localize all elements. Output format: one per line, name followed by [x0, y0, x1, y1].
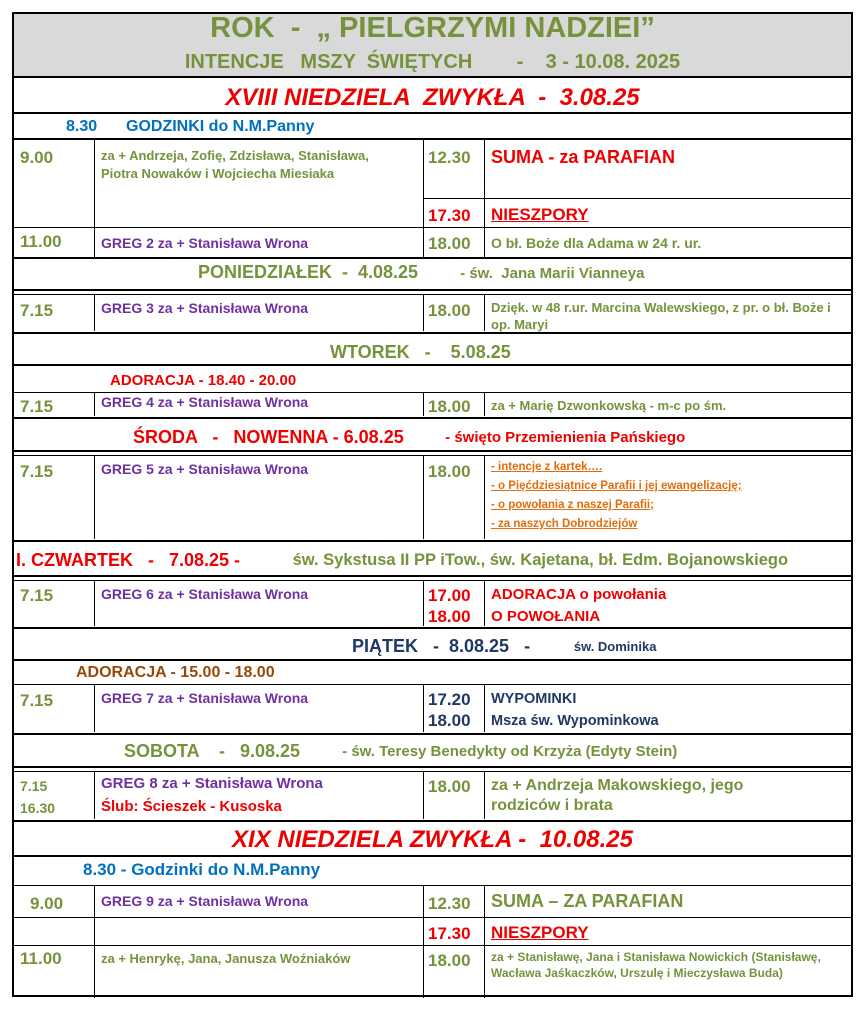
thursday-time2b: 18.00 — [428, 607, 471, 626]
monday-time: 7.15 — [20, 301, 54, 320]
thursday-time2a: 17.00 — [428, 586, 471, 605]
tuesday-time2: 18.00 — [428, 397, 471, 416]
divider — [14, 417, 851, 419]
header-title: ROK - „ PIELGRZYMI NADZIEI” — [210, 12, 655, 44]
divider — [14, 392, 851, 393]
divider — [14, 364, 851, 366]
column-divider — [484, 684, 485, 732]
wednesday-saint: - święto Przemienienia Pańskiego — [441, 429, 686, 446]
friday-text: GREG 7 za + Stanisława Wrona — [101, 690, 309, 706]
thursday-text2b: O POWOŁANIA — [491, 608, 601, 625]
divider — [14, 112, 851, 114]
divider — [14, 945, 851, 946]
divider — [423, 198, 851, 199]
divider — [14, 855, 851, 857]
wednesday-intention: - za naszych Dobrodziejów — [491, 518, 638, 530]
sunday2-r2-text2: NIESZPORY — [491, 923, 589, 942]
monday-day: PONIEDZIAŁEK - 4.08.25 — [198, 262, 419, 282]
divider — [14, 627, 851, 629]
divider — [14, 766, 851, 768]
divider — [14, 733, 851, 735]
wednesday-time: 7.15 — [20, 462, 54, 481]
saturday-saint: - św. Teresy Benedykty od Krzyża (Edyty Stein) — [338, 743, 678, 760]
divider — [14, 575, 851, 577]
sunday1-r2-time2: 17.30 — [428, 206, 471, 225]
saturday-text2: za + Andrzeja Makowskiego, jego rodziców i brata — [491, 777, 744, 814]
sunday1-godzinki-text: GODZINKI do N.M.Panny — [126, 118, 315, 135]
column-divider — [423, 392, 424, 416]
sunday1-r3-text: GREG 2 za + Stanisława Wrona — [101, 235, 309, 251]
divider — [14, 917, 851, 918]
monday-saint: - św. Jana Marii Vianneya — [456, 265, 645, 282]
divider — [14, 580, 851, 581]
friday-time: 7.15 — [20, 691, 54, 710]
sunday1-r1-time: 9.00 — [20, 148, 54, 167]
friday-adoracja: ADORACJA - 15.00 - 18.00 — [76, 664, 275, 681]
wednesday-intention: - o Pięćdziesiątnice Parafii i jej ewangelizację; — [491, 480, 742, 492]
tuesday-text: GREG 4 za + Stanisława Wrona — [101, 394, 309, 410]
sunday2-r1-time: 9.00 — [30, 894, 64, 913]
column-divider — [94, 771, 95, 819]
divider — [14, 76, 851, 78]
sunday1-title: XVIII NIEDZIELA ZWYKŁA - 3.08.25 — [225, 84, 640, 111]
sunday1-r1-time2: 12.30 — [428, 148, 471, 167]
thursday-text: GREG 6 za + Stanisława Wrona — [101, 586, 309, 602]
column-divider — [484, 885, 485, 998]
divider — [14, 257, 851, 259]
saturday-day: SOBOTA - 9.08.25 — [124, 741, 301, 761]
column-divider — [94, 294, 95, 331]
thursday-saint: św. Sykstusa II PP iTow., św. Kajetana, bł. Edm. Bojanowskiego — [288, 551, 789, 569]
monday-text2: Dzięk. w 48 r.ur. Marcina Walewskiego, z pr. o bł. Boże i op. Maryi — [491, 300, 831, 332]
column-divider — [484, 580, 485, 626]
tuesday-adoracja: ADORACJA - 18.40 - 20.00 — [110, 372, 297, 389]
friday-day: PIĄTEK - 8.08.25 - — [352, 636, 531, 656]
divider — [14, 138, 851, 140]
column-divider — [94, 684, 95, 732]
saturday-time-a: 7.15 — [20, 778, 48, 794]
friday-text2a: WYPOMINKI — [491, 691, 577, 707]
friday-time2b: 18.00 — [428, 711, 471, 730]
column-divider — [484, 392, 485, 416]
divider — [14, 294, 851, 295]
sunday1-r3-text2: O bł. Boże dla Adama w 24 r. ur. — [491, 235, 702, 251]
column-divider — [484, 455, 485, 539]
monday-time2: 18.00 — [428, 301, 471, 320]
friday-saint: św. Dominika — [563, 639, 657, 654]
divider — [14, 540, 851, 542]
divider — [14, 450, 851, 452]
sunday2-godzinki: 8.30 - Godzinki do N.M.Panny — [83, 860, 321, 879]
divider — [14, 659, 851, 661]
sunday2-title: XIX NIEDZIELA ZWYKŁA - 10.08.25 — [232, 826, 633, 853]
wednesday-intention: - intencje z kartek…. — [491, 461, 603, 473]
wednesday-time2: 18.00 — [428, 462, 471, 481]
divider — [14, 820, 851, 822]
divider — [14, 289, 851, 291]
sunday1-godzinki-time: 8.30 — [66, 118, 98, 135]
wednesday-text: GREG 5 za + Stanisława Wrona — [101, 461, 309, 477]
sunday2-r2-time2: 17.30 — [428, 924, 471, 943]
friday-text2b: Msza św. Wypominkowa — [491, 713, 659, 729]
column-divider — [94, 885, 95, 998]
sunday2-r3-text2: za + Stanisławę, Jana i Stanisława Nowickich (Stanisławę, Wacława Jaśkaczków, Urszulę i Mieczysława Buda) — [491, 950, 821, 980]
sunday2-r1-text: GREG 9 za + Stanisława Wrona — [101, 893, 309, 909]
saturday-time-b: 16.30 — [20, 800, 56, 816]
column-divider — [423, 455, 424, 539]
column-divider — [423, 684, 424, 732]
wednesday-intention: - o powołania z naszej Parafii; — [491, 499, 654, 511]
column-divider — [94, 455, 95, 539]
header-subtitle: INTENCJE MSZY ŚWIĘTYCH - 3 - 10.08. 2025 — [184, 51, 681, 73]
schedule-sheet — [12, 12, 853, 997]
divider — [14, 684, 851, 685]
saturday-text-a: GREG 8 za + Stanisława Wrona — [101, 775, 323, 792]
wednesday-day: ŚRODA - NOWENNA - 6.08.25 — [133, 427, 404, 447]
divider — [14, 332, 851, 334]
column-divider — [423, 294, 424, 331]
tuesday-time: 7.15 — [20, 397, 54, 416]
saturday-time2: 18.00 — [428, 777, 471, 796]
friday-time2a: 17.20 — [428, 690, 471, 709]
sunday2-r3-time: 11.00 — [20, 949, 62, 968]
column-divider — [94, 580, 95, 626]
thursday-day: I. CZWARTEK - 7.08.25 - — [16, 550, 241, 570]
sunday1-r3-time: 11.00 — [20, 232, 62, 251]
thursday-time: 7.15 — [20, 586, 54, 605]
column-divider — [423, 885, 424, 998]
sunday1-r1-text: za + Andrzeja, Zofię, Zdzisława, Stanisława, Piotra Nowaków i Wojciecha Miesiaka — [101, 148, 369, 181]
sunday2-r1-text2: SUMA – ZA PARAFIAN — [491, 891, 684, 911]
column-divider — [94, 392, 95, 416]
column-divider — [423, 771, 424, 819]
monday-text: GREG 3 za + Stanisława Wrona — [101, 300, 309, 316]
tuesday-day: WTOREK - 5.08.25 — [330, 342, 511, 362]
divider — [14, 885, 851, 886]
tuesday-text2: za + Marię Dzwonkowską - m-c po śm. — [491, 398, 727, 413]
thursday-text2a: ADORACJA o powołania — [491, 586, 667, 603]
sunday2-r3-time2: 18.00 — [428, 951, 471, 970]
sunday2-r1-time2: 12.30 — [428, 894, 471, 913]
divider — [14, 455, 851, 456]
divider — [14, 227, 851, 228]
column-divider — [94, 139, 95, 257]
saturday-text-b: Ślub: Ścieszek - Kusoska — [101, 798, 282, 815]
sunday1-r3-time2: 18.00 — [428, 234, 471, 253]
sunday1-r2-text2: NIESZPORY — [491, 205, 589, 224]
sunday1-r1-text2: SUMA - za PARAFIAN — [491, 147, 675, 167]
column-divider — [423, 580, 424, 626]
sunday2-r3-text: za + Henrykę, Jana, Janusza Woźniaków — [101, 951, 351, 966]
column-divider — [484, 294, 485, 331]
column-divider — [484, 771, 485, 819]
divider — [14, 771, 851, 772]
